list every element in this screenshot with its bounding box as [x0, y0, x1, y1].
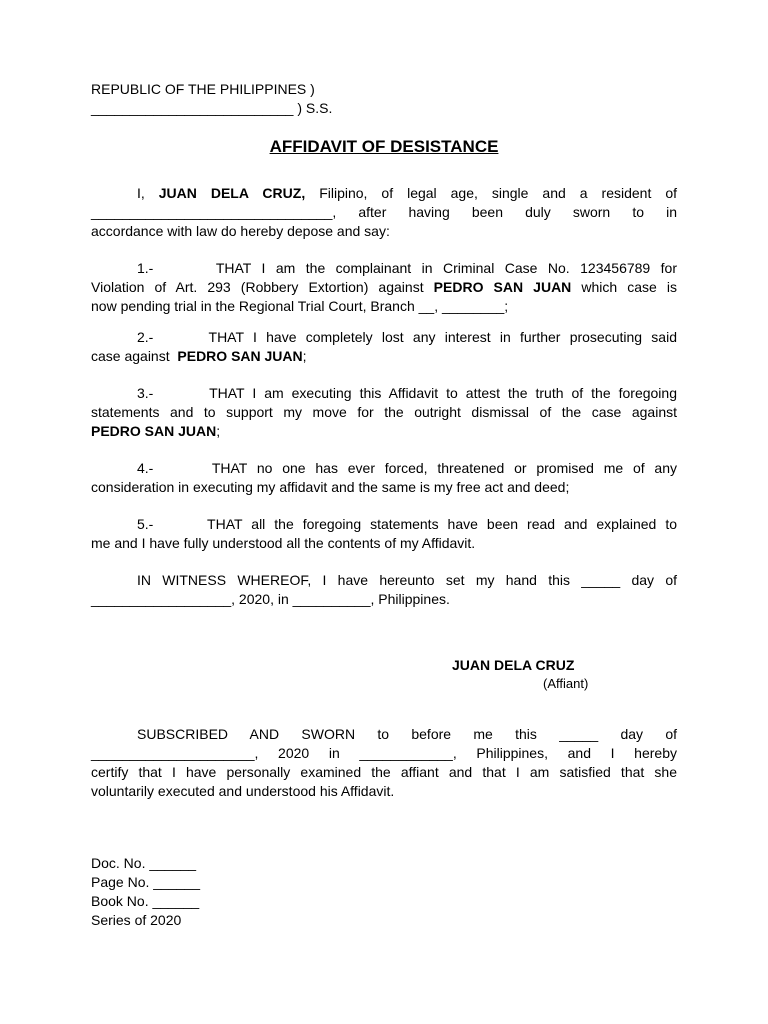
signature-role: (Affiant): [543, 676, 589, 691]
witness-line-2: __________________, 2020, in __________, Philippines.: [91, 591, 450, 607]
respondent-name: PEDRO SAN JUAN: [433, 279, 572, 295]
notarial-page-no: Page No. ______: [91, 874, 200, 890]
notarial-book-no: Book No. ______: [91, 893, 200, 909]
document-title: AFFIDAVIT OF DESISTANCE: [269, 137, 499, 156]
header-ss: __________________________ ) S.S.: [91, 100, 333, 116]
para-3-line-2: statements and to support my move for the outright dismissal of the case against: [91, 404, 677, 420]
jurat-line-2: _____________________, 2020 in ____________, Philippines, and I hereby: [91, 745, 677, 761]
affiant-name: JUAN DELA CRUZ,: [158, 185, 306, 201]
para-1-line-3: now pending trial in the Regional Trial Court, Branch __, ________;: [91, 298, 509, 314]
para-1-line-2: Violation of Art. 293 (Robbery Extortion) against PEDRO SAN JUAN which case is: [91, 279, 678, 295]
header-republic: REPUBLIC OF THE PHILIPPINES ): [91, 81, 315, 97]
para-2-line-1: 2.- THAT I have completely lost any interest in further prosecuting said: [137, 329, 677, 345]
para-2-line-2: case against PEDRO SAN JUAN;: [91, 348, 307, 364]
notarial-doc-no: Doc. No. ______: [91, 855, 197, 871]
intro-line-3: accordance with law do hereby depose and say:: [91, 223, 390, 239]
para-3-line-3: PEDRO SAN JUAN;: [91, 423, 221, 439]
para-3-line-1: 3.- THAT I am executing this Affidavit to attest the truth of the foregoing: [137, 385, 677, 401]
para-4-line-1: 4.- THAT no one has ever forced, threatened or promised me of any: [137, 460, 677, 476]
para-1-line-1: 1.- THAT I am the complainant in Criminal Case No. 123456789 for: [137, 260, 677, 276]
para-4-line-2: consideration in executing my affidavit and the same is my free act and deed;: [91, 479, 570, 495]
para-5-line-1: 5.- THAT all the foregoing statements have been read and explained to: [137, 516, 677, 532]
jurat-line-3: certify that I have personally examined the affiant and that I am satisfied that she: [91, 764, 677, 780]
jurat-line-1: SUBSCRIBED AND SWORN to before me this _____ day of: [137, 726, 677, 742]
para-5-line-2: me and I have fully understood all the contents of my Affidavit.: [91, 535, 476, 551]
intro-line-1: I, JUAN DELA CRUZ, Filipino, of legal age, single and a resident of: [137, 185, 677, 201]
intro-line-2: _______________________________, after having been duly sworn to in: [91, 204, 677, 220]
witness-line-1: IN WITNESS WHEREOF, I have hereunto set my hand this _____ day of: [137, 572, 677, 588]
signature-name: JUAN DELA CRUZ: [452, 657, 575, 673]
jurat-line-4: voluntarily executed and understood his Affidavit.: [91, 783, 395, 799]
notarial-series: Series of 2020: [91, 912, 182, 928]
